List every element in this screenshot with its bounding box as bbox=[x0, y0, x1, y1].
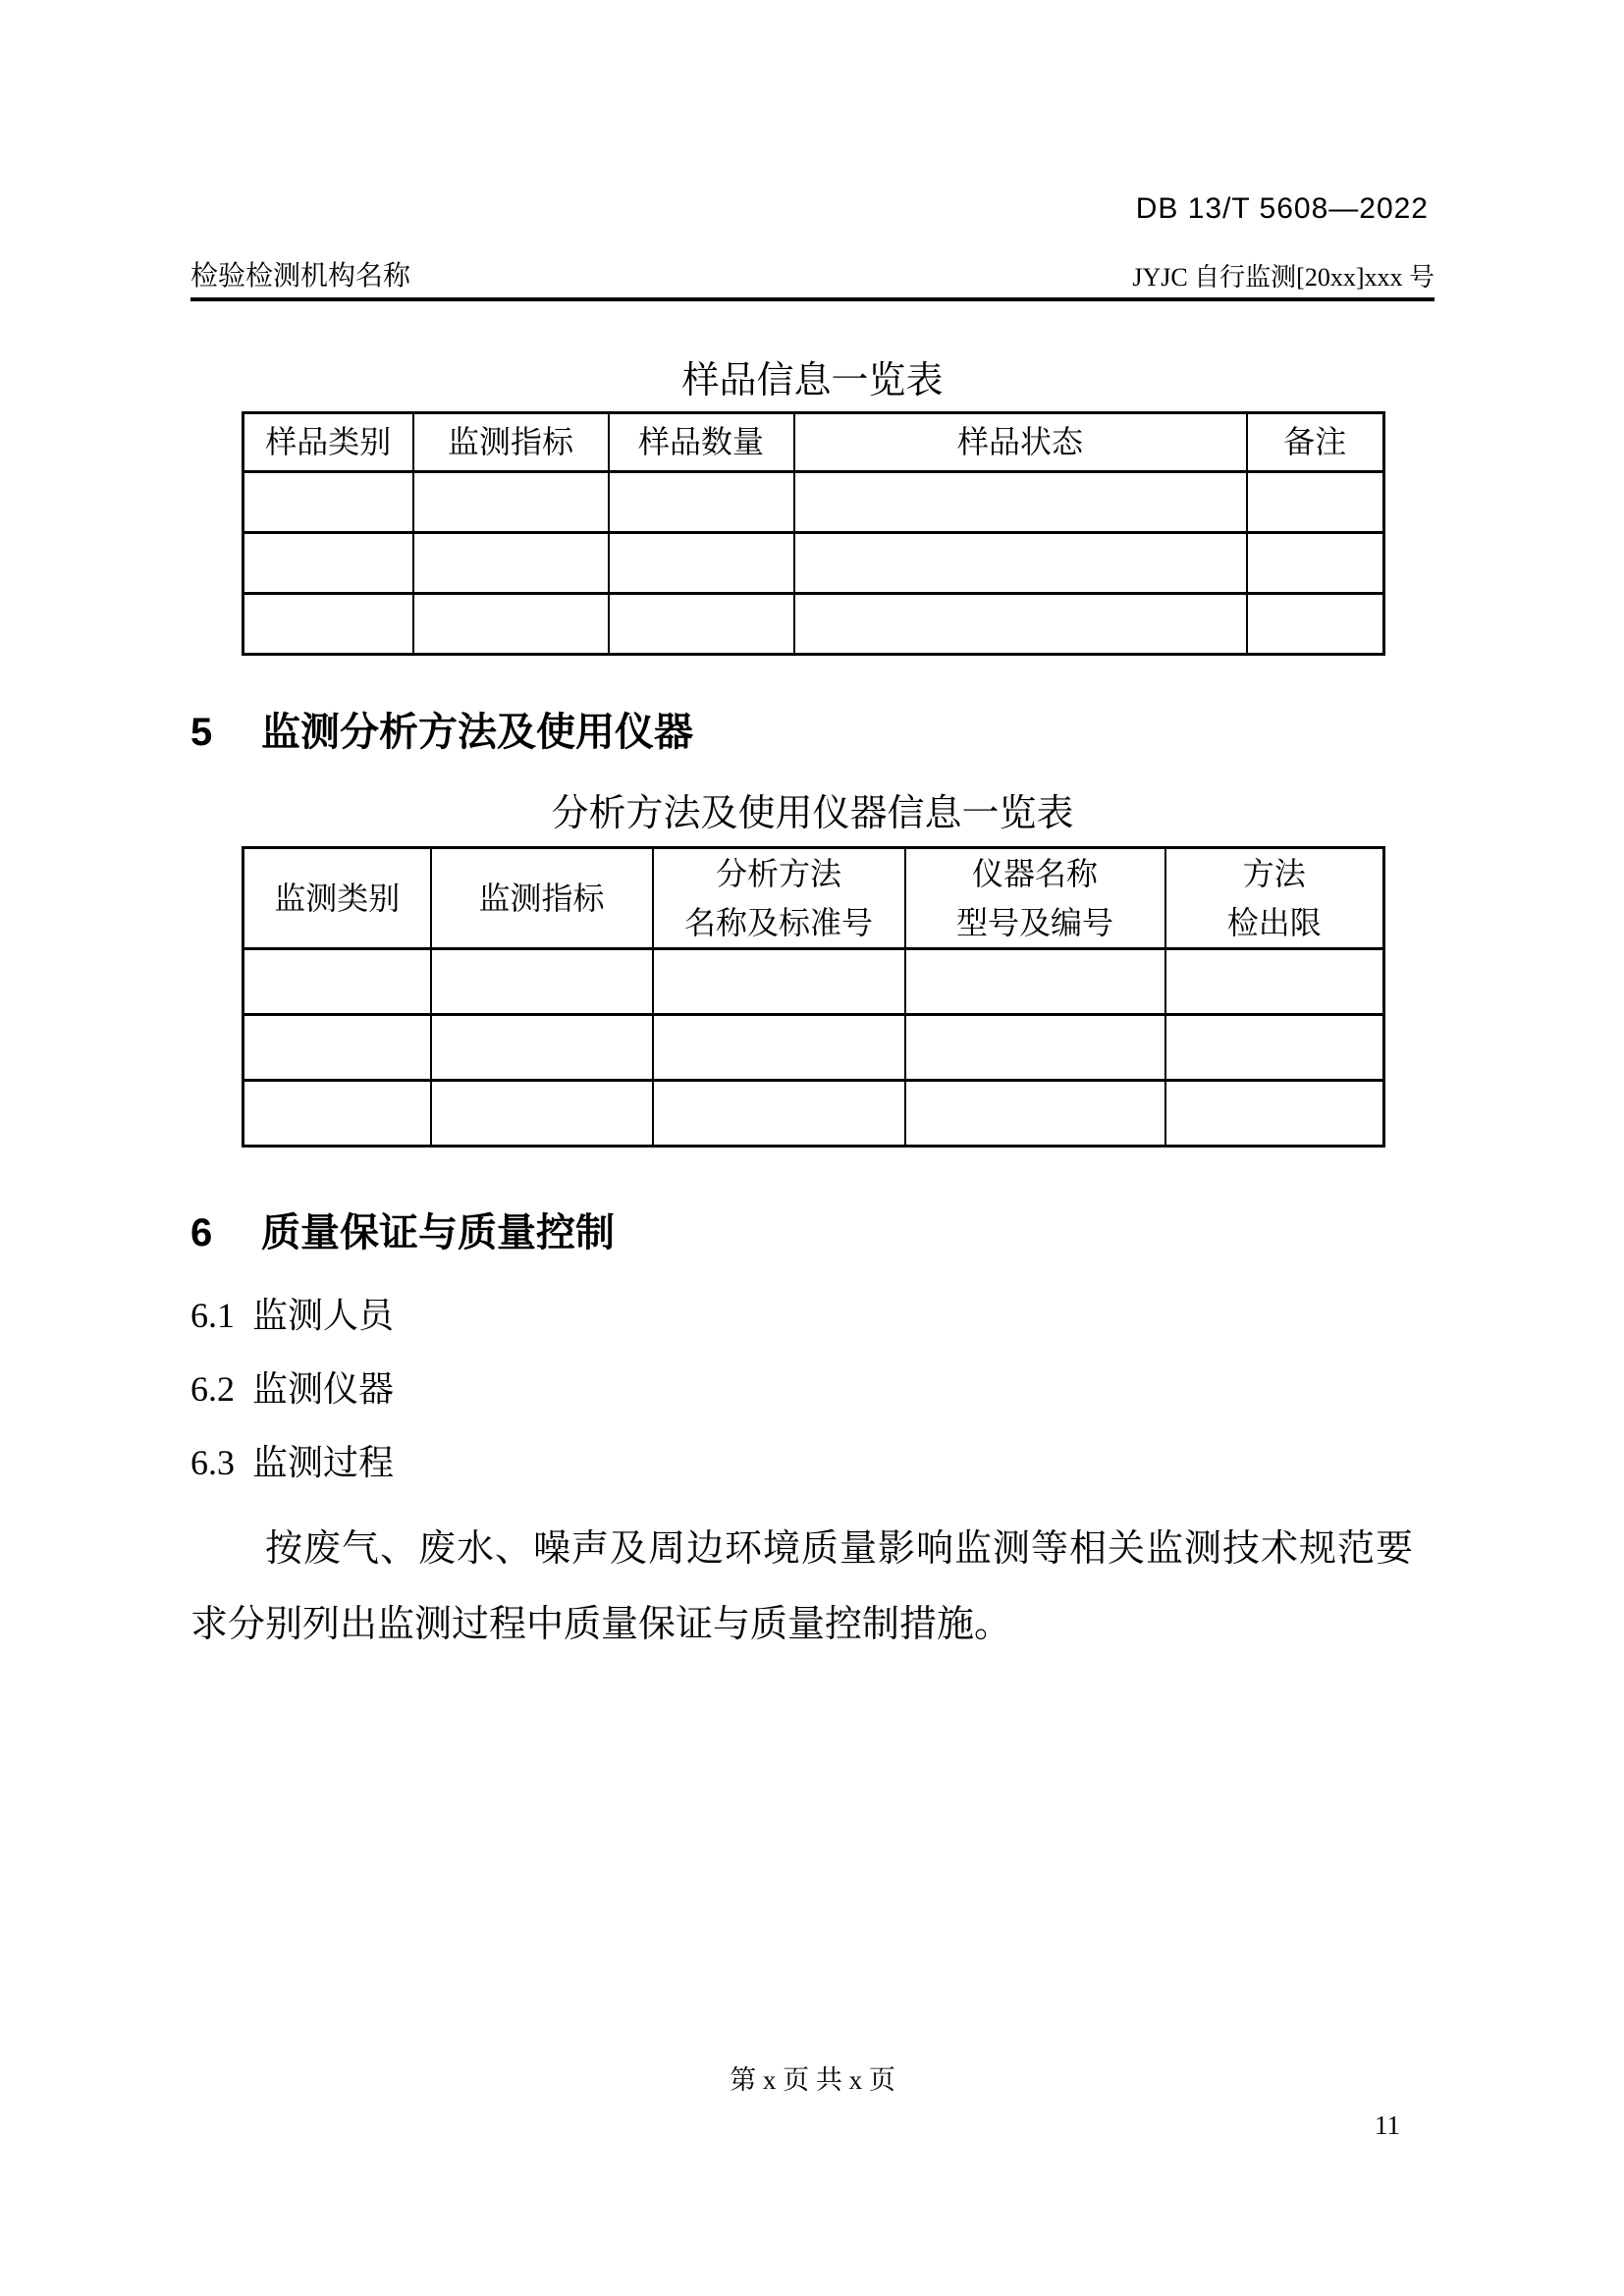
section-number: 5 bbox=[190, 711, 213, 754]
column-header-line: 监测指标 bbox=[478, 881, 605, 916]
standard-doc-number: DB 13/T 5608—2022 bbox=[1135, 192, 1429, 225]
table-cell bbox=[244, 533, 413, 594]
table-row bbox=[244, 472, 1384, 533]
table-cell bbox=[609, 472, 794, 533]
subsection-title: 监测过程 bbox=[252, 1443, 395, 1482]
table-cell bbox=[1247, 533, 1384, 594]
column-header: 样品类别 bbox=[244, 413, 413, 472]
column-header-line: 仪器名称 bbox=[971, 856, 1098, 891]
column-header-line: 名称及标准号 bbox=[683, 905, 873, 940]
column-header-line: 监测类别 bbox=[274, 881, 401, 916]
sample-table-caption: 样品信息一览表 bbox=[681, 360, 944, 401]
section-6-heading bbox=[190, 1213, 615, 1253]
page-number: 11 bbox=[1375, 2110, 1400, 2140]
table-cell bbox=[1165, 1081, 1384, 1147]
table-cell bbox=[413, 594, 609, 655]
column-header-line: 检出限 bbox=[1226, 905, 1322, 940]
column-header bbox=[431, 848, 653, 949]
table-row bbox=[244, 594, 1384, 655]
table-cell bbox=[653, 1015, 905, 1081]
table-cell bbox=[1165, 949, 1384, 1015]
subsection-6-2 bbox=[190, 1371, 394, 1407]
column-header-line: 方法 bbox=[1242, 856, 1306, 891]
table-row bbox=[244, 949, 1384, 1015]
table-cell bbox=[431, 1081, 653, 1147]
subsection-number: 6.3 bbox=[190, 1443, 235, 1482]
table-cell bbox=[244, 1081, 431, 1147]
organization-name: 检验检测机构名称 bbox=[190, 261, 411, 292]
section-title: 监测分析方法及使用仪器 bbox=[261, 711, 693, 754]
table-cell bbox=[794, 472, 1247, 533]
table-cell bbox=[244, 594, 413, 655]
page-footer: 第 x 页 共 x 页 bbox=[730, 2065, 895, 2095]
column-header: 样品状态 bbox=[794, 413, 1247, 472]
table-cell bbox=[244, 472, 413, 533]
method-table-caption: 分析方法及使用仪器信息一览表 bbox=[551, 793, 1074, 834]
table-cell bbox=[905, 1081, 1165, 1147]
column-header: 备注 bbox=[1247, 413, 1384, 472]
table-cell bbox=[609, 533, 794, 594]
table-cell bbox=[431, 949, 653, 1015]
table-cell bbox=[431, 1015, 653, 1081]
subsection-number: 6.1 bbox=[190, 1296, 235, 1335]
table-header-row bbox=[244, 413, 1384, 472]
section-number: 6 bbox=[190, 1211, 213, 1255]
table-cell bbox=[794, 533, 1247, 594]
column-header: 监测指标 bbox=[413, 413, 609, 472]
subsection-6-1 bbox=[190, 1298, 394, 1333]
table-cell bbox=[905, 1015, 1165, 1081]
doc-ref-number: JYJC 自行监测[20xx]xxx 号 bbox=[1132, 263, 1435, 292]
column-header bbox=[653, 848, 905, 949]
column-header bbox=[244, 848, 431, 949]
page-header bbox=[190, 263, 1435, 301]
table-cell bbox=[905, 949, 1165, 1015]
subsection-number: 6.2 bbox=[190, 1369, 235, 1409]
table-cell bbox=[1165, 1015, 1384, 1081]
table-cell bbox=[653, 1081, 905, 1147]
table-cell bbox=[244, 949, 431, 1015]
table-cell bbox=[413, 533, 609, 594]
body-paragraph: 按废气、废水、噪声及周边环境质量影响监测等相关监测技术规范要求分别列出监测过程中质量保证与质量控制措施。 bbox=[190, 1528, 1413, 1645]
section-title: 质量保证与质量控制 bbox=[261, 1211, 615, 1255]
method-instrument-table bbox=[242, 846, 1385, 1148]
column-header-line: 型号及编号 bbox=[955, 905, 1113, 940]
table-header-row bbox=[244, 848, 1384, 949]
table-row bbox=[244, 1081, 1384, 1147]
column-header-line: 分析方法 bbox=[715, 856, 841, 891]
section-5-heading bbox=[190, 713, 693, 752]
subsection-6-3 bbox=[190, 1445, 394, 1480]
table-row bbox=[244, 533, 1384, 594]
subsection-title: 监测仪器 bbox=[252, 1369, 395, 1409]
column-header bbox=[1165, 848, 1384, 949]
column-header bbox=[905, 848, 1165, 949]
table-row bbox=[244, 1015, 1384, 1081]
column-header: 样品数量 bbox=[609, 413, 794, 472]
sample-info-table bbox=[242, 411, 1385, 656]
subsection-title: 监测人员 bbox=[252, 1296, 395, 1335]
table-cell bbox=[1247, 594, 1384, 655]
table-cell bbox=[609, 594, 794, 655]
table-cell bbox=[653, 949, 905, 1015]
table-cell bbox=[794, 594, 1247, 655]
table-cell bbox=[1247, 472, 1384, 533]
table-cell bbox=[244, 1015, 431, 1081]
table-cell bbox=[413, 472, 609, 533]
